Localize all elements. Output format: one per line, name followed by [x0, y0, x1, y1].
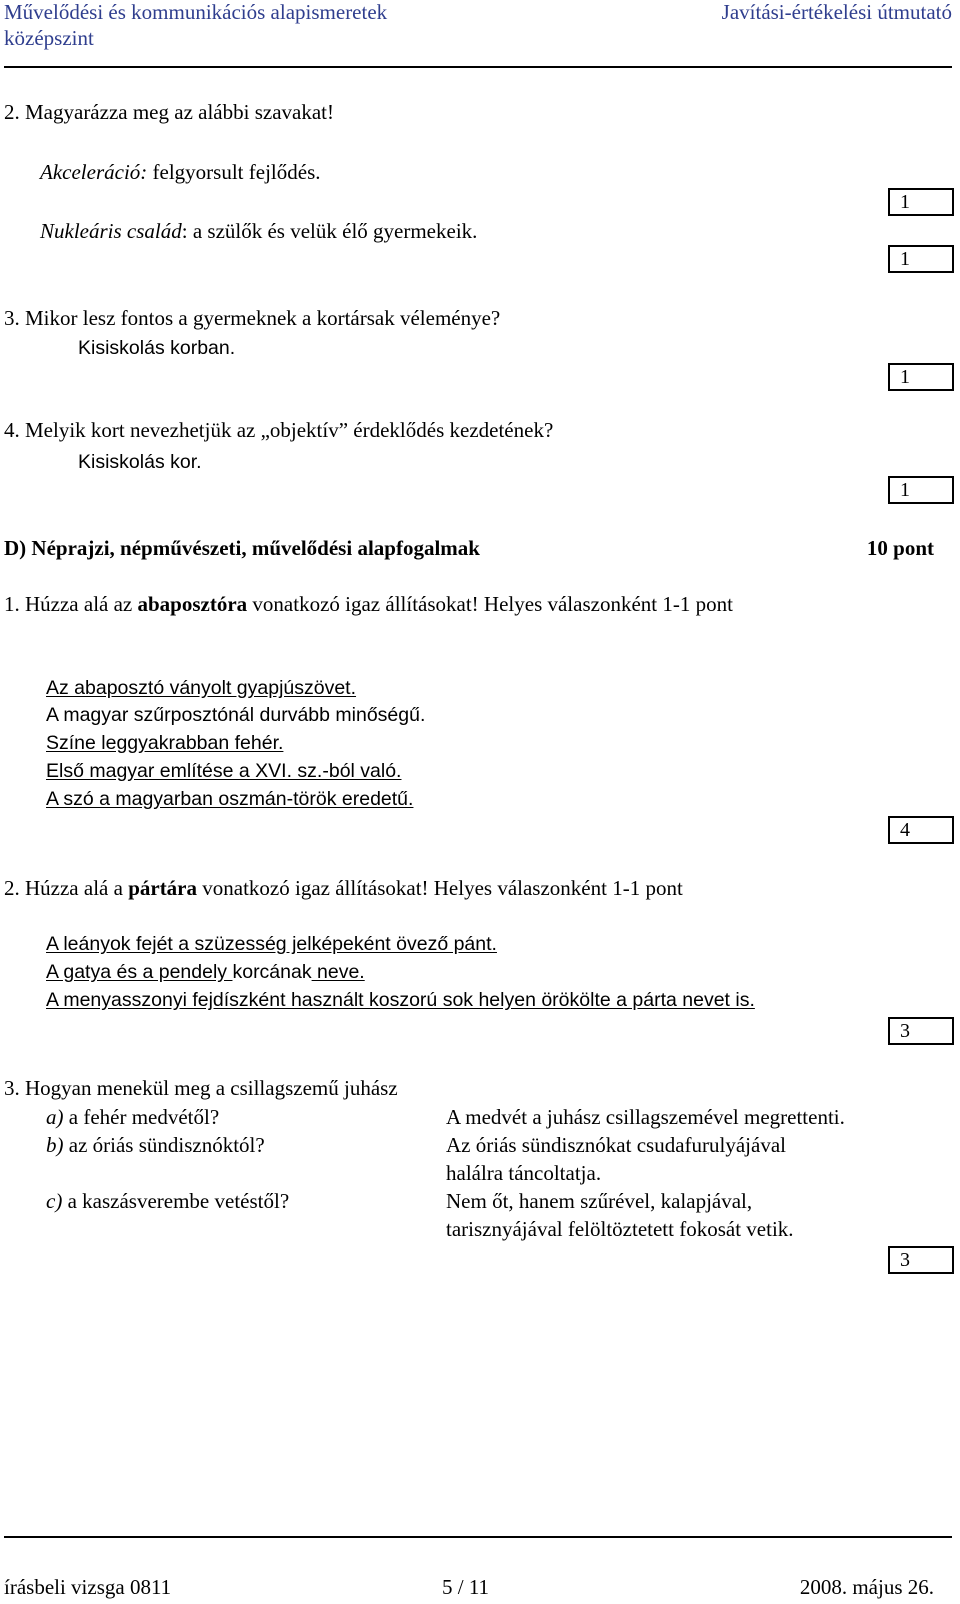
d3-answer-c-line1: Nem őt, hanem szűrével, kalapjával,	[446, 1189, 753, 1213]
d3-answer-b-line1: Az óriás sündisznókat csudafurulyájával	[446, 1133, 786, 1157]
d3-label-c: c)	[46, 1189, 63, 1213]
q2-line2	[40, 219, 477, 243]
score-box-d1: 4	[888, 816, 954, 844]
d2-item-3: A menyasszonyi fejdíszként használt koszorú sok helyen örökölte a párta nevet is.	[46, 989, 755, 1011]
d3-question-b	[46, 1133, 265, 1157]
footer-rule	[4, 1536, 952, 1538]
d3-prompt: 3. Hogyan menekül meg a csillagszemű juhász	[4, 1076, 398, 1100]
footer-page-number: 5 / 11	[442, 1575, 490, 1599]
score-box-q3: 1	[888, 363, 954, 391]
d1-prompt-pre: 1. Húzza alá az	[4, 592, 138, 616]
header-title: Művelődési és kommunikációs alapismeretek	[4, 0, 388, 24]
q4-prompt: 4. Melyik kort nevezhetjük az „objektív” érdeklődés kezdetének?	[4, 418, 554, 442]
q2-line1	[40, 160, 321, 184]
d3-text-a: a fehér medvétől?	[63, 1105, 220, 1129]
d3-label-b: b)	[46, 1133, 64, 1157]
d2-item-2-part-a: A gatya és a pendely	[46, 961, 233, 983]
d1-item-2: A magyar szűrposztónál durvább minőségű.	[46, 704, 426, 726]
d3-answer-b-line2: halálra táncoltatja.	[446, 1161, 602, 1185]
d3-label-a: a)	[46, 1105, 64, 1129]
q2-term1: Akceleráció:	[40, 160, 148, 184]
d3-text-b: az óriás sündisznóktól?	[63, 1133, 265, 1157]
d3-question-a	[46, 1105, 219, 1129]
q2-prompt: 2. Magyarázza meg az alábbi szavakat!	[4, 100, 334, 124]
header-right-title: Javítási-értékelési útmutató	[721, 0, 952, 24]
d1-prompt-post: vonatkozó igaz állításokat! Helyes válaszonként 1-1 pont	[247, 592, 733, 616]
d3-question-c	[46, 1189, 289, 1213]
q3-answer: Kisiskolás korban.	[78, 337, 236, 359]
d2-prompt-post: vonatkozó igaz állításokat! Helyes válaszonként 1-1 pont	[197, 876, 683, 900]
q4-answer: Kisiskolás kor.	[78, 451, 202, 473]
d3-answer-c-line2: tarisznyájával felöltöztetett fokosát vetik.	[446, 1217, 794, 1241]
section-d-points: 10 pont	[866, 536, 934, 560]
d1-item-5: A szó a magyarban oszmán-török eredetű.	[46, 788, 414, 810]
header-subtitle: középszint	[4, 26, 94, 50]
score-box-q4: 1	[888, 476, 954, 504]
q2-def2: : a szülők és velük élő gyermekeik.	[181, 219, 478, 243]
score-box-d3: 3	[888, 1246, 954, 1274]
d1-item-1: Az abaposztó ványolt gyapjúszövet.	[46, 677, 357, 699]
q2-term2: Nukleáris család	[40, 219, 182, 243]
d2-prompt-bold: pártára	[128, 876, 198, 900]
d1-prompt-bold: abaposztóra	[137, 592, 248, 616]
d2-item-1: A leányok fejét a szüzesség jelképeként övező pánt.	[46, 933, 497, 955]
footer-left: írásbeli vizsga 0811	[4, 1575, 172, 1599]
d1-item-4: Első magyar említése a XVI. sz.-ból való.	[46, 760, 402, 782]
d3-text-c: a kaszásverembe vetéstől?	[62, 1189, 290, 1213]
d2-item-2-part-c: neve.	[311, 961, 365, 983]
q2-def1: felgyorsult fejlődés.	[147, 160, 321, 184]
d2-item-2-part-b: korcának	[232, 961, 312, 983]
d2-item-2	[46, 960, 365, 984]
d3-answer-a: A medvét a juhász csillagszemével megrettenti.	[446, 1105, 845, 1129]
d1-item-3: Színe leggyakrabban fehér.	[46, 732, 284, 754]
header-rule	[4, 66, 952, 68]
score-box-q2b: 1	[888, 245, 954, 273]
d2-prompt-pre: 2. Húzza alá a	[4, 876, 129, 900]
d2-prompt	[4, 876, 683, 900]
q3-prompt: 3. Mikor lesz fontos a gyermeknek a kortársak véleménye?	[4, 306, 501, 330]
footer-date: 2008. május 26.	[799, 1575, 934, 1599]
score-box-q2a: 1	[888, 188, 954, 216]
score-box-d2: 3	[888, 1017, 954, 1045]
d1-prompt	[4, 592, 733, 616]
section-d-title: D) Néprajzi, népművészeti, művelődési alapfogalmak	[4, 536, 480, 560]
